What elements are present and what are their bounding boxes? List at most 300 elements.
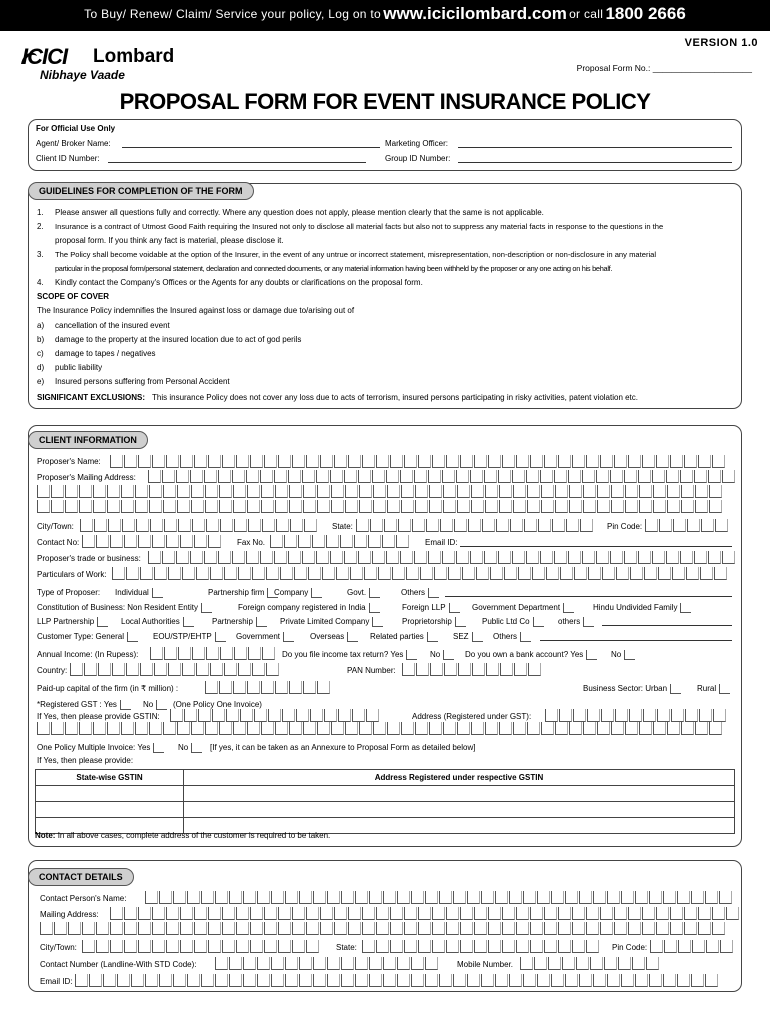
char-cell[interactable] <box>243 891 256 904</box>
char-cell[interactable] <box>338 709 351 722</box>
char-cell[interactable] <box>164 519 177 532</box>
char-cell[interactable] <box>345 500 358 513</box>
char-cell[interactable] <box>558 907 571 920</box>
char-cell[interactable] <box>600 455 613 468</box>
char-cell[interactable] <box>182 567 195 580</box>
char-cell[interactable] <box>292 907 305 920</box>
char-cell[interactable] <box>152 922 165 935</box>
char-cell[interactable] <box>201 974 214 987</box>
char-cell[interactable] <box>121 500 134 513</box>
char-cell[interactable] <box>246 470 259 483</box>
gst-address-input[interactable] <box>545 709 726 722</box>
constitution-option-public[interactable] <box>482 617 544 627</box>
char-cell[interactable] <box>544 455 557 468</box>
char-cell[interactable] <box>150 519 163 532</box>
char-cell[interactable] <box>163 485 176 498</box>
char-cell[interactable] <box>457 722 470 735</box>
char-cell[interactable] <box>541 722 554 735</box>
char-cell[interactable] <box>551 891 564 904</box>
char-cell[interactable] <box>75 974 88 987</box>
char-cell[interactable] <box>495 891 508 904</box>
char-cell[interactable] <box>500 663 513 676</box>
char-cell[interactable] <box>481 891 494 904</box>
char-cell[interactable] <box>229 974 242 987</box>
char-cell[interactable] <box>638 551 651 564</box>
char-cell[interactable] <box>126 567 139 580</box>
char-cell[interactable] <box>458 663 471 676</box>
type-others-option[interactable] <box>401 588 439 598</box>
char-cell[interactable] <box>191 722 204 735</box>
char-cell[interactable] <box>551 974 564 987</box>
char-cell[interactable] <box>93 722 106 735</box>
char-cell[interactable] <box>524 519 537 532</box>
char-cell[interactable] <box>51 722 64 735</box>
contact-mailing-input[interactable] <box>40 922 725 935</box>
char-cell[interactable] <box>607 891 620 904</box>
char-cell[interactable] <box>400 551 413 564</box>
char-cell[interactable] <box>284 535 297 548</box>
char-cell[interactable] <box>327 891 340 904</box>
marketing-input[interactable] <box>458 139 732 148</box>
char-cell[interactable] <box>289 681 302 694</box>
char-cell[interactable] <box>446 940 459 953</box>
char-cell[interactable] <box>625 500 638 513</box>
char-cell[interactable] <box>148 551 161 564</box>
char-cell[interactable] <box>93 485 106 498</box>
char-cell[interactable] <box>79 722 92 735</box>
char-cell[interactable] <box>190 470 203 483</box>
char-cell[interactable] <box>192 647 205 660</box>
char-cell[interactable] <box>299 974 312 987</box>
char-cell[interactable] <box>390 907 403 920</box>
char-cell[interactable] <box>226 709 239 722</box>
char-cell[interactable] <box>229 957 242 970</box>
char-cell[interactable] <box>401 500 414 513</box>
char-cell[interactable] <box>152 535 165 548</box>
char-cell[interactable] <box>434 567 447 580</box>
char-cell[interactable] <box>692 940 705 953</box>
char-cell[interactable] <box>639 485 652 498</box>
char-cell[interactable] <box>530 907 543 920</box>
char-cell[interactable] <box>384 519 397 532</box>
gst-yes[interactable] <box>37 700 131 710</box>
char-cell[interactable] <box>166 455 179 468</box>
char-cell[interactable] <box>205 500 218 513</box>
char-cell[interactable] <box>274 470 287 483</box>
char-cell[interactable] <box>705 974 718 987</box>
char-cell[interactable] <box>383 974 396 987</box>
char-cell[interactable] <box>583 500 596 513</box>
char-cell[interactable] <box>390 940 403 953</box>
char-cell[interactable] <box>210 663 223 676</box>
char-cell[interactable] <box>166 535 179 548</box>
char-cell[interactable] <box>546 567 559 580</box>
char-cell[interactable] <box>457 500 470 513</box>
checkbox[interactable] <box>311 588 322 598</box>
client-id-input[interactable] <box>108 154 366 163</box>
type-others-input[interactable] <box>445 588 732 597</box>
char-cell[interactable] <box>383 957 396 970</box>
char-cell[interactable] <box>182 663 195 676</box>
char-cell[interactable] <box>320 907 333 920</box>
checkbox[interactable] <box>201 603 212 613</box>
char-cell[interactable] <box>540 470 553 483</box>
char-cell[interactable] <box>582 470 595 483</box>
char-cell[interactable] <box>574 567 587 580</box>
char-cell[interactable] <box>673 519 686 532</box>
char-cell[interactable] <box>460 922 473 935</box>
char-cell[interactable] <box>198 709 211 722</box>
contact-pin-input[interactable] <box>650 940 733 953</box>
char-cell[interactable] <box>205 681 218 694</box>
char-cell[interactable] <box>456 470 469 483</box>
char-cell[interactable] <box>558 940 571 953</box>
char-cell[interactable] <box>428 551 441 564</box>
char-cell[interactable] <box>545 709 558 722</box>
char-cell[interactable] <box>288 551 301 564</box>
char-cell[interactable] <box>474 922 487 935</box>
char-cell[interactable] <box>582 551 595 564</box>
char-cell[interactable] <box>597 500 610 513</box>
char-cell[interactable] <box>108 519 121 532</box>
char-cell[interactable] <box>632 957 645 970</box>
char-cell[interactable] <box>541 500 554 513</box>
char-cell[interactable] <box>178 647 191 660</box>
char-cell[interactable] <box>154 567 167 580</box>
char-cell[interactable] <box>698 922 711 935</box>
char-cell[interactable] <box>639 500 652 513</box>
char-cell[interactable] <box>426 519 439 532</box>
char-cell[interactable] <box>246 551 259 564</box>
char-cell[interactable] <box>112 567 125 580</box>
char-cell[interactable] <box>250 940 263 953</box>
char-cell[interactable] <box>722 551 735 564</box>
char-cell[interactable] <box>650 940 663 953</box>
char-cell[interactable] <box>488 455 501 468</box>
char-cell[interactable] <box>509 974 522 987</box>
char-cell[interactable] <box>303 500 316 513</box>
table-cell[interactable] <box>36 802 184 818</box>
char-cell[interactable] <box>219 485 232 498</box>
char-cell[interactable] <box>499 722 512 735</box>
char-cell[interactable] <box>560 567 573 580</box>
char-cell[interactable] <box>554 551 567 564</box>
char-cell[interactable] <box>187 974 200 987</box>
constitution-option-govt-dept[interactable] <box>472 603 574 613</box>
char-cell[interactable] <box>173 974 186 987</box>
char-cell[interactable] <box>222 922 235 935</box>
char-cell[interactable] <box>695 500 708 513</box>
char-cell[interactable] <box>331 485 344 498</box>
char-cell[interactable] <box>415 500 428 513</box>
char-cell[interactable] <box>653 500 666 513</box>
char-cell[interactable] <box>713 709 726 722</box>
char-cell[interactable] <box>462 567 475 580</box>
char-cell[interactable] <box>644 567 657 580</box>
char-cell[interactable] <box>121 485 134 498</box>
char-cell[interactable] <box>215 957 228 970</box>
char-cell[interactable] <box>699 709 712 722</box>
char-cell[interactable] <box>54 922 67 935</box>
char-cell[interactable] <box>558 922 571 935</box>
char-cell[interactable] <box>275 485 288 498</box>
customer-others-input[interactable] <box>540 632 732 641</box>
char-cell[interactable] <box>303 722 316 735</box>
char-cell[interactable] <box>355 891 368 904</box>
char-cell[interactable] <box>510 519 523 532</box>
char-cell[interactable] <box>152 940 165 953</box>
char-cell[interactable] <box>400 470 413 483</box>
mailing-address-input[interactable] <box>148 470 735 483</box>
char-cell[interactable] <box>520 957 533 970</box>
char-cell[interactable] <box>579 891 592 904</box>
char-cell[interactable] <box>313 974 326 987</box>
char-cell[interactable] <box>600 907 613 920</box>
char-cell[interactable] <box>294 567 307 580</box>
char-cell[interactable] <box>138 940 151 953</box>
char-cell[interactable] <box>170 709 183 722</box>
char-cell[interactable] <box>558 455 571 468</box>
char-cell[interactable] <box>292 940 305 953</box>
char-cell[interactable] <box>432 455 445 468</box>
char-cell[interactable] <box>138 907 151 920</box>
char-cell[interactable] <box>681 485 694 498</box>
char-cell[interactable] <box>122 519 135 532</box>
char-cell[interactable] <box>516 940 529 953</box>
char-cell[interactable] <box>135 722 148 735</box>
char-cell[interactable] <box>656 922 669 935</box>
char-cell[interactable] <box>37 722 50 735</box>
char-cell[interactable] <box>548 957 561 970</box>
char-cell[interactable] <box>145 891 158 904</box>
customer-type-general[interactable] <box>37 632 138 642</box>
char-cell[interactable] <box>191 485 204 498</box>
char-cell[interactable] <box>444 663 457 676</box>
char-cell[interactable] <box>454 519 467 532</box>
char-cell[interactable] <box>555 500 568 513</box>
char-cell[interactable] <box>411 957 424 970</box>
char-cell[interactable] <box>709 485 722 498</box>
char-cell[interactable] <box>537 891 550 904</box>
char-cell[interactable] <box>680 551 693 564</box>
char-cell[interactable] <box>616 567 629 580</box>
char-cell[interactable] <box>149 722 162 735</box>
char-cell[interactable] <box>691 974 704 987</box>
char-cell[interactable] <box>420 567 433 580</box>
char-cell[interactable] <box>168 567 181 580</box>
char-cell[interactable] <box>611 500 624 513</box>
char-cell[interactable] <box>176 551 189 564</box>
char-cell[interactable] <box>257 891 270 904</box>
char-cell[interactable] <box>194 455 207 468</box>
char-cell[interactable] <box>484 551 497 564</box>
checkbox[interactable] <box>624 650 635 660</box>
char-cell[interactable] <box>656 907 669 920</box>
char-cell[interactable] <box>569 485 582 498</box>
char-cell[interactable] <box>653 722 666 735</box>
char-cell[interactable] <box>621 891 634 904</box>
char-cell[interactable] <box>359 485 372 498</box>
char-cell[interactable] <box>614 455 627 468</box>
char-cell[interactable] <box>714 567 727 580</box>
char-cell[interactable] <box>376 940 389 953</box>
char-cell[interactable] <box>275 681 288 694</box>
char-cell[interactable] <box>373 722 386 735</box>
char-cell[interactable] <box>387 722 400 735</box>
char-cell[interactable] <box>210 567 223 580</box>
char-cell[interactable] <box>579 974 592 987</box>
char-cell[interactable] <box>663 891 676 904</box>
char-cell[interactable] <box>656 455 669 468</box>
constitution-option-proprietorship[interactable] <box>402 617 466 627</box>
fax-input[interactable] <box>270 535 409 548</box>
char-cell[interactable] <box>597 485 610 498</box>
char-cell[interactable] <box>587 709 600 722</box>
char-cell[interactable] <box>418 940 431 953</box>
char-cell[interactable] <box>324 709 337 722</box>
char-cell[interactable] <box>572 922 585 935</box>
char-cell[interactable] <box>320 455 333 468</box>
char-cell[interactable] <box>107 500 120 513</box>
char-cell[interactable] <box>470 470 483 483</box>
char-cell[interactable] <box>232 551 245 564</box>
char-cell[interactable] <box>135 500 148 513</box>
char-cell[interactable] <box>486 663 499 676</box>
char-cell[interactable] <box>187 891 200 904</box>
checkbox[interactable] <box>583 617 594 627</box>
char-cell[interactable] <box>180 455 193 468</box>
char-cell[interactable] <box>625 485 638 498</box>
char-cell[interactable] <box>79 500 92 513</box>
char-cell[interactable] <box>670 922 683 935</box>
char-cell[interactable] <box>442 470 455 483</box>
char-cell[interactable] <box>320 922 333 935</box>
char-cell[interactable] <box>232 470 245 483</box>
type-govt-option[interactable] <box>347 588 380 598</box>
char-cell[interactable] <box>611 485 624 498</box>
char-cell[interactable] <box>694 470 707 483</box>
char-cell[interactable] <box>635 891 648 904</box>
char-cell[interactable] <box>65 722 78 735</box>
char-cell[interactable] <box>299 957 312 970</box>
char-cell[interactable] <box>248 647 261 660</box>
char-cell[interactable] <box>488 922 501 935</box>
char-cell[interactable] <box>429 500 442 513</box>
char-cell[interactable] <box>275 500 288 513</box>
particulars-input[interactable] <box>112 567 727 580</box>
char-cell[interactable] <box>504 567 517 580</box>
char-cell[interactable] <box>708 551 721 564</box>
char-cell[interactable] <box>236 922 249 935</box>
char-cell[interactable] <box>82 535 95 548</box>
char-cell[interactable] <box>236 940 249 953</box>
char-cell[interactable] <box>429 722 442 735</box>
char-cell[interactable] <box>196 663 209 676</box>
char-cell[interactable] <box>292 455 305 468</box>
char-cell[interactable] <box>649 974 662 987</box>
char-cell[interactable] <box>442 551 455 564</box>
sector-urban[interactable] <box>583 684 681 694</box>
email-input[interactable] <box>460 538 732 547</box>
char-cell[interactable] <box>663 974 676 987</box>
char-cell[interactable] <box>334 907 347 920</box>
char-cell[interactable] <box>313 891 326 904</box>
char-cell[interactable] <box>220 519 233 532</box>
char-cell[interactable] <box>345 485 358 498</box>
char-cell[interactable] <box>490 567 503 580</box>
char-cell[interactable] <box>180 907 193 920</box>
char-cell[interactable] <box>285 974 298 987</box>
char-cell[interactable] <box>495 974 508 987</box>
checkbox[interactable] <box>191 743 202 753</box>
group-id-input[interactable] <box>458 154 732 163</box>
char-cell[interactable] <box>310 709 323 722</box>
char-cell[interactable] <box>502 940 515 953</box>
agent-input[interactable] <box>122 139 380 148</box>
char-cell[interactable] <box>126 663 139 676</box>
char-cell[interactable] <box>68 922 81 935</box>
char-cell[interactable] <box>686 567 699 580</box>
char-cell[interactable] <box>93 500 106 513</box>
char-cell[interactable] <box>79 485 92 498</box>
constitution-option-foreign-llp[interactable] <box>402 603 460 613</box>
char-cell[interactable] <box>624 470 637 483</box>
char-cell[interactable] <box>456 551 469 564</box>
char-cell[interactable] <box>467 974 480 987</box>
char-cell[interactable] <box>709 722 722 735</box>
checkbox[interactable] <box>719 684 730 694</box>
char-cell[interactable] <box>446 455 459 468</box>
char-cell[interactable] <box>289 500 302 513</box>
contact-email-input[interactable] <box>75 974 718 987</box>
checkbox[interactable] <box>215 632 226 642</box>
contact-no-input[interactable] <box>82 535 221 548</box>
checkbox[interactable] <box>152 588 163 598</box>
char-cell[interactable] <box>387 485 400 498</box>
char-cell[interactable] <box>149 485 162 498</box>
char-cell[interactable] <box>252 567 265 580</box>
char-cell[interactable] <box>145 974 158 987</box>
char-cell[interactable] <box>681 722 694 735</box>
char-cell[interactable] <box>140 567 153 580</box>
char-cell[interactable] <box>488 940 501 953</box>
char-cell[interactable] <box>401 485 414 498</box>
char-cell[interactable] <box>369 974 382 987</box>
char-cell[interactable] <box>362 922 375 935</box>
char-cell[interactable] <box>596 551 609 564</box>
char-cell[interactable] <box>601 709 614 722</box>
checkbox[interactable] <box>472 632 483 642</box>
char-cell[interactable] <box>527 485 540 498</box>
char-cell[interactable] <box>695 485 708 498</box>
char-cell[interactable] <box>94 519 107 532</box>
char-cell[interactable] <box>390 922 403 935</box>
char-cell[interactable] <box>685 709 698 722</box>
char-cell[interactable] <box>220 647 233 660</box>
char-cell[interactable] <box>572 907 585 920</box>
char-cell[interactable] <box>569 500 582 513</box>
char-cell[interactable] <box>334 455 347 468</box>
char-cell[interactable] <box>720 940 733 953</box>
char-cell[interactable] <box>271 891 284 904</box>
customer-type-sez[interactable] <box>453 632 483 642</box>
table-cell[interactable] <box>184 786 735 802</box>
constitution-option-huf[interactable] <box>593 603 691 613</box>
char-cell[interactable] <box>404 922 417 935</box>
char-cell[interactable] <box>348 907 361 920</box>
char-cell[interactable] <box>580 519 593 532</box>
char-cell[interactable] <box>590 957 603 970</box>
